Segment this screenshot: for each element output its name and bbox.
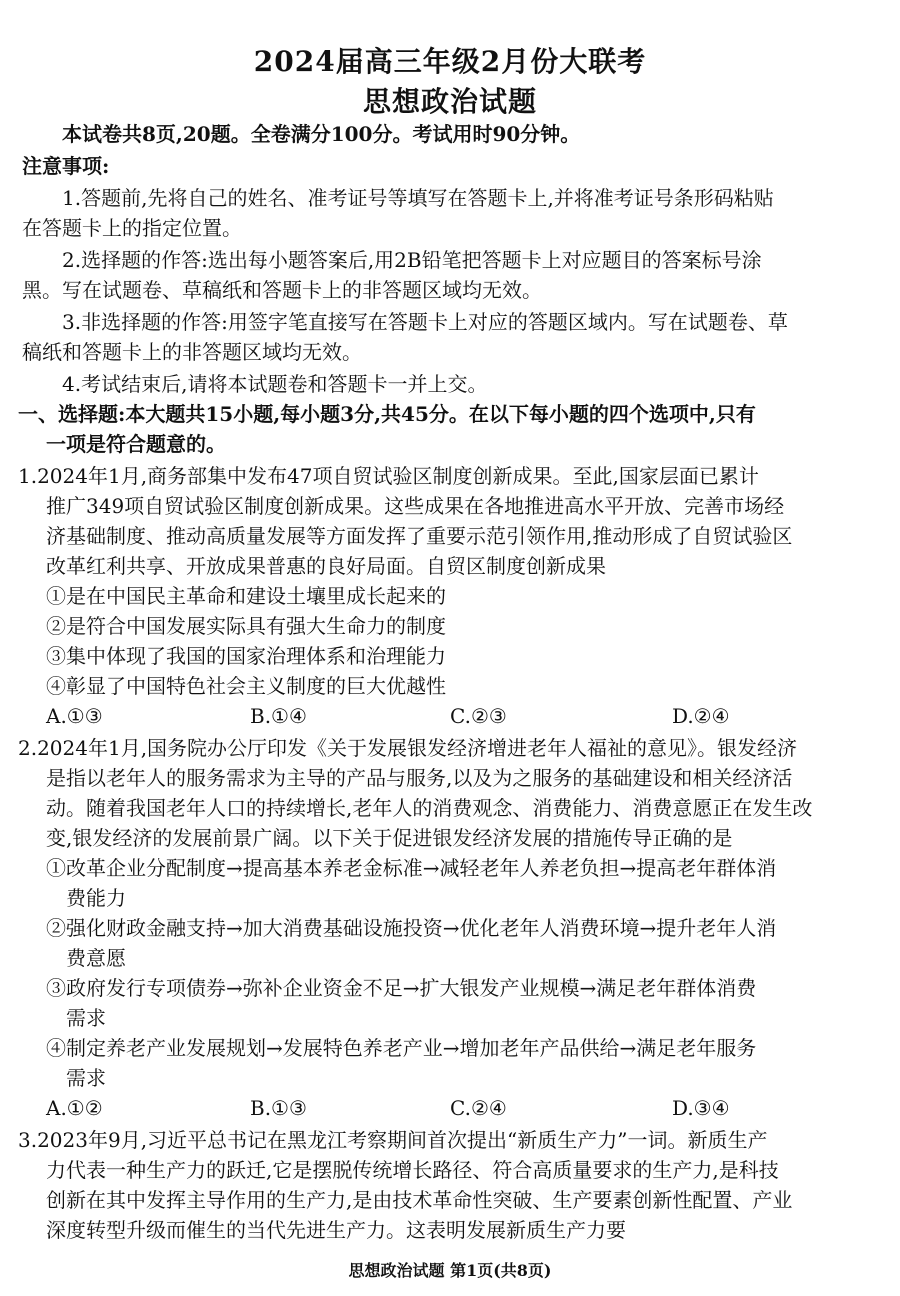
q1-option-a: A.①③ (46, 704, 103, 728)
q2-option-c: C.②④ (450, 1096, 507, 1120)
q1-option-b: B.①④ (250, 704, 307, 728)
q2-statement-4-cont: 需求 (66, 1066, 106, 1090)
q2-statement-3: ③政府发行专项债券→弥补企业资金不足→扩大银发产业规模→满足老年群体消费 (46, 976, 757, 1000)
q1-option-c: C.②③ (450, 704, 507, 728)
q3-stem-line-3: 创新在其中发挥主导作用的生产力,是由技术革命性突破、生产要素创新性配置、产业 (46, 1188, 793, 1212)
q1-statement-1: ①是在中国民主革命和建设土壤里成长起来的 (46, 584, 446, 608)
q2-option-b: B.①③ (250, 1096, 307, 1120)
notice-item-3: 3.非选择题的作答:用签字笔直接写在答题卡上对应的答题区域内。写在试题卷、草 (62, 310, 788, 334)
notice-item-1-cont: 在答题卡上的指定位置。 (22, 216, 242, 240)
notice-item-4: 4.考试结束后,请将本试题卷和答题卡一并上交。 (62, 372, 488, 396)
q2-statement-4: ④制定养老产业发展规划→发展特色养老产业→增加老年产品供给→满足老年服务 (46, 1036, 757, 1060)
q1-statement-2: ②是符合中国发展实际具有强大生命力的制度 (46, 614, 446, 638)
notice-item-1: 1.答题前,先将自己的姓名、准考证号等填写在答题卡上,并将准考证号条形码粘贴 (62, 186, 774, 210)
q2-option-d: D.③④ (672, 1096, 730, 1120)
q2-statement-2: ②强化财政金融支持→加大消费基础设施投资→优化老年人消费环境→提升老年人消 (46, 916, 777, 940)
q2-stem-line-2: 是指以老年人的服务需求为主导的产品与服务,以及为之服务的基础建设和相关经济活 (46, 766, 793, 790)
q1-option-d: D.②④ (672, 704, 730, 728)
notice-heading: 注意事项: (22, 154, 110, 178)
q3-stem-line-4: 深度转型升级而催生的当代先进生产力。这表明发展新质生产力要 (46, 1218, 626, 1242)
q1-statement-3: ③集中体现了我国的国家治理体系和治理能力 (46, 644, 446, 668)
exam-title: 2024届高三年级2月份大联考 (253, 45, 647, 78)
q2-stem-line-3: 动。随着我国老年人口的持续增长,老年人的消费观念、消费能力、消费意愿正在发生改 (46, 796, 813, 820)
notice-item-2: 2.选择题的作答:选出每小题答案后,用2B铅笔把答题卡上对应题目的答案标号涂 (62, 248, 762, 272)
q2-stem-line-1: 2.2024年1月,国务院办公厅印发《关于发展银发经济增进老年人福祉的意见》。银发经济 (18, 736, 798, 760)
q1-stem-line-2: 推广349项自贸试验区制度创新成果。这些成果在各地推进高水平开放、完善市场经 (46, 494, 785, 518)
q3-stem-line-1: 3.2023年9月,习近平总书记在黑龙江考察期间首次提出“新质生产力”一词。新质生产 (18, 1128, 768, 1152)
q1-statement-4: ④彰显了中国特色社会主义制度的巨大优越性 (46, 674, 446, 698)
notice-item-2-cont: 黑。写在试题卷、草稿纸和答题卡上的非答题区域均无效。 (22, 278, 542, 302)
q2-option-a: A.①② (46, 1096, 103, 1120)
q2-statement-1: ①改革企业分配制度→提高基本养老金标准→减轻老年人养老负担→提高老年群体消 (46, 856, 777, 880)
q1-stem-line-4: 改革红利共享、开放成果普惠的良好局面。自贸区制度创新成果 (46, 554, 606, 578)
q2-statement-3-cont: 需求 (66, 1006, 106, 1030)
q2-statement-1-cont: 费能力 (66, 886, 126, 910)
page-footer: 思想政治试题 第1页(共8页) (348, 1261, 552, 1280)
q2-stem-line-4: 变,银发经济的发展前景广阔。以下关于促进银发经济发展的措施传导正确的是 (46, 826, 733, 850)
q2-statement-2-cont: 费意愿 (66, 946, 126, 970)
q3-stem-line-2: 力代表一种生产力的跃迁,它是摆脱传统增长路径、符合高质量要求的生产力,是科技 (46, 1158, 779, 1182)
q1-stem-line-3: 济基础制度、推动高质量发展等方面发挥了重要示范引领作用,推动形成了自贸试验区 (46, 524, 793, 548)
section-heading-cont: 一项是符合题意的。 (46, 432, 226, 456)
subject-title: 思想政治试题 (362, 85, 537, 118)
q1-stem-line-1: 1.2024年1月,商务部集中发布47项自贸试验区制度创新成果。至此,国家层面已累计 (18, 464, 759, 488)
notice-item-3-cont: 稿纸和答题卡上的非答题区域均无效。 (22, 340, 362, 364)
exam-info: 本试卷共8页,20题。全卷满分100分。考试用时90分钟。 (62, 122, 581, 146)
section-heading: 一、选择题:本大题共15小题,每小题3分,共45分。在以下每小题的四个选项中,只有 (18, 402, 756, 426)
